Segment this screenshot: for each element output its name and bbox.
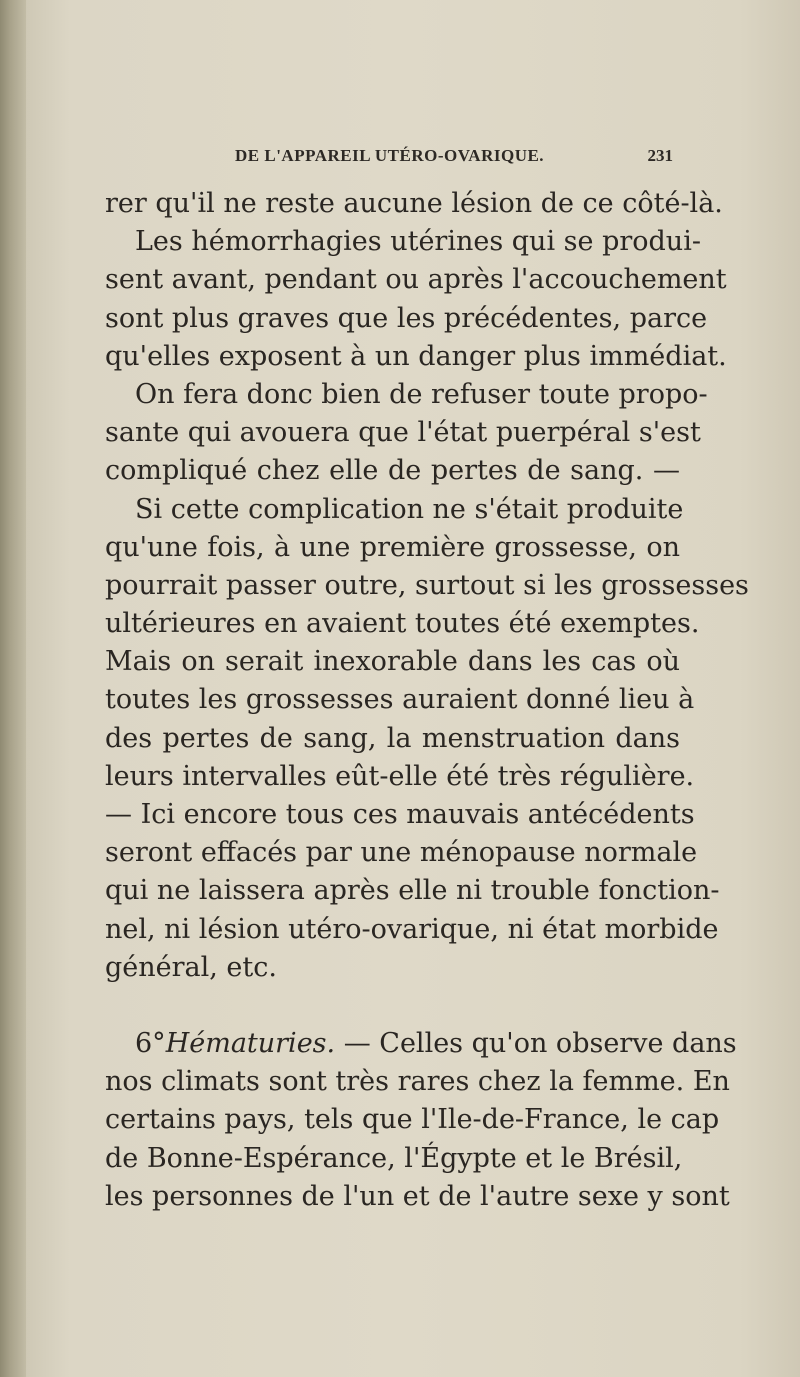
paragraph-hematuries bbox=[105, 1025, 737, 1216]
text-line: qu'une fois, à une première grossesse, on bbox=[105, 531, 680, 563]
text-line: nos climats sont très rares chez la femme. En bbox=[105, 1066, 730, 1098]
text-line: qu'elles exposent à un danger plus immédiat. bbox=[105, 340, 727, 372]
page-header bbox=[235, 146, 673, 172]
page-number: 231 bbox=[647, 146, 673, 165]
section-title: Hématuries. bbox=[165, 1027, 336, 1059]
text-line: toutes les grossesses auraient donné lieu à bbox=[105, 684, 695, 716]
text-line: ultérieures en avaient toutes été exemptes. bbox=[105, 608, 700, 640]
text-line: sont plus graves que les précédentes, parce bbox=[105, 302, 708, 334]
paragraph-gap bbox=[105, 987, 680, 1025]
text-line: — Ici encore tous ces mauvais antécédents bbox=[105, 799, 695, 830]
text-line: Les hémorrhagies utérines qui se produi- bbox=[135, 226, 701, 258]
text-line: général, etc. bbox=[105, 951, 277, 983]
text-line: seront effacés par une ménopause normale bbox=[105, 837, 698, 869]
text-line: les personnes de l'un et de l'autre sexe y sont bbox=[105, 1180, 730, 1212]
text-line: compliqué chez elle de pertes de sang. — bbox=[105, 455, 680, 487]
body-text bbox=[105, 185, 749, 1216]
text-line: de Bonne-Espérance, l'Égypte et le Brésil, bbox=[105, 1142, 683, 1174]
text-line: pourrait passer outre, surtout si les grossesses bbox=[105, 569, 749, 601]
text-line: On fera donc bien de refuser toute propo- bbox=[135, 378, 708, 410]
paragraph-hemorrhagies bbox=[105, 185, 749, 987]
text-line: rer qu'il ne reste aucune lésion de ce côté-là. bbox=[105, 188, 723, 219]
text-line: nel, ni lésion utéro-ovarique, ni état morbide bbox=[105, 913, 719, 945]
text-line: qui ne laissera après elle ni trouble fonction- bbox=[105, 875, 720, 907]
text-line: sent avant, pendant ou après l'accouchement bbox=[105, 264, 727, 296]
text-line: Mais on serait inexorable dans les cas où bbox=[105, 646, 680, 678]
book-spine-shadow bbox=[0, 0, 26, 1377]
text-line: certains pays, tels que l'Ile-de-France, le cap bbox=[105, 1104, 720, 1136]
text-line: des pertes de sang, la menstruation dans bbox=[105, 722, 680, 754]
running-title: DE L'APPAREIL UTÉRO-OVARIQUE. bbox=[235, 146, 545, 165]
text-line: sante qui avouera que l'état puerpéral s'est bbox=[105, 417, 701, 449]
section-heading-rest: — Celles qu'on observe dans bbox=[335, 1027, 737, 1059]
section-number: 6° bbox=[135, 1027, 166, 1059]
text-line: leurs intervalles eût-elle été très régulière. bbox=[105, 760, 695, 792]
text-line: Si cette complication ne s'était produite bbox=[135, 493, 684, 525]
section-heading-line bbox=[105, 1025, 737, 1063]
